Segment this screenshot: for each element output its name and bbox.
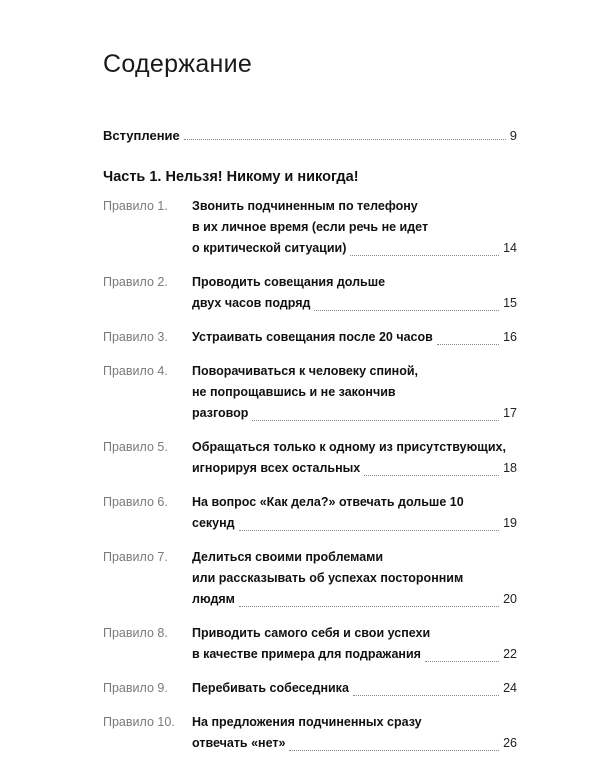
rule-line: о критической ситуации) [192,241,347,255]
toc-entry-rule[interactable] [103,678,517,699]
rule-line: Звонить подчиненным по телефону [192,199,418,213]
toc-entry-rule[interactable] [103,712,517,754]
rule-number: Правило 2. [103,275,168,289]
toc-page-number: 18 [503,461,517,475]
rule-line: игнорируя всех остальных [192,461,361,475]
rule-line: Проводить совещания дольше [192,275,386,289]
rule-last-line [192,238,517,259]
toc-page-number: 20 [503,592,517,606]
part-heading: Часть 1. Нельзя! Никому и никогда! [103,169,359,185]
dot-leader [252,420,499,421]
rule-line: двух часов подряд [192,296,311,310]
page-title: Содержание [103,50,253,78]
rule-last-line [192,458,517,479]
toc-entry-intro[interactable] [103,128,517,143]
rule-number: Правило 7. [103,550,168,564]
rule-line: отвечать «нет» [192,736,286,750]
toc-page-number: 26 [503,736,517,750]
rule-number: Правило 1. [103,199,168,213]
rule-line: в качестве примера для подражания [192,647,421,661]
rule-number: Правило 8. [103,626,168,640]
dot-leader [350,255,499,256]
rule-number: Правило 9. [103,681,168,695]
rule-line: не попрощавшись и не закончив [192,385,396,399]
rule-last-line [192,678,517,699]
dot-leader [314,310,499,311]
rule-last-line [192,293,517,314]
rule-line: или рассказывать об успехах посторонним [192,571,464,585]
rule-last-line [192,327,517,348]
rule-text [192,437,517,479]
rule-number: Правило 4. [103,364,168,378]
rule-text [192,547,517,610]
rule-line: На вопрос «Как дела?» отвечать дольше 10 [192,495,464,509]
toc-entry-rule[interactable] [103,327,517,348]
rule-number: Правило 5. [103,440,168,454]
rule-text [192,196,517,259]
rule-text [192,327,517,348]
toc-entry-rule[interactable] [103,437,517,479]
rule-line: Перебивать собеседника [192,681,349,695]
toc-entry-rule[interactable] [103,361,517,424]
rule-number: Правило 3. [103,330,168,344]
rule-last-line [192,733,517,754]
dot-leader [239,606,499,607]
rule-line: На предложения подчиненных сразу [192,715,422,729]
rule-last-line [192,513,517,534]
dot-leader [353,695,499,696]
rule-line: секунд [192,516,235,530]
rule-number: Правило 6. [103,495,168,509]
dot-leader [184,139,506,140]
rule-line: Поворачиваться к человеку спиной, [192,364,419,378]
toc-entry-rule[interactable] [103,623,517,665]
toc-page-number: 19 [503,516,517,530]
toc-page-number: 14 [503,241,517,255]
dot-leader [364,475,499,476]
toc-page-number: 24 [503,681,517,695]
toc-page-number: 9 [509,128,517,143]
rule-last-line [192,644,517,665]
rule-text [192,361,517,424]
toc-entry-rule[interactable] [103,547,517,610]
toc-entry-rule[interactable] [103,492,517,534]
rule-line: Устраивать совещания после 20 часов [192,330,433,344]
dot-leader [239,530,499,531]
rule-line: разговор [192,406,249,420]
toc-entry-title: Вступление [103,128,180,143]
dot-leader [437,344,499,345]
rule-text [192,492,517,534]
dot-leader [425,661,499,662]
toc-page-number: 17 [503,406,517,420]
dot-leader [289,750,499,751]
toc-entry-rule[interactable] [103,196,517,259]
toc-page-number: 16 [503,330,517,344]
rule-line: Делиться своими проблемами [192,550,384,564]
rule-number: Правило 10. [103,715,175,729]
rule-line: Приводить самого себя и свои успехи [192,626,431,640]
rule-line: в их личное время (если речь не идет [192,220,429,234]
toc-entry-rule[interactable] [103,272,517,314]
rule-last-line [192,589,517,610]
rule-text [192,678,517,699]
rule-last-line [192,403,517,424]
rule-line: людям [192,592,235,606]
toc-page-number: 15 [503,296,517,310]
rule-text [192,712,517,754]
toc-page-number: 22 [503,647,517,661]
rule-text [192,272,517,314]
rule-line: Обращаться только к одному из присутствующих, [192,440,506,454]
rule-text [192,623,517,665]
rules-list [103,196,517,767]
